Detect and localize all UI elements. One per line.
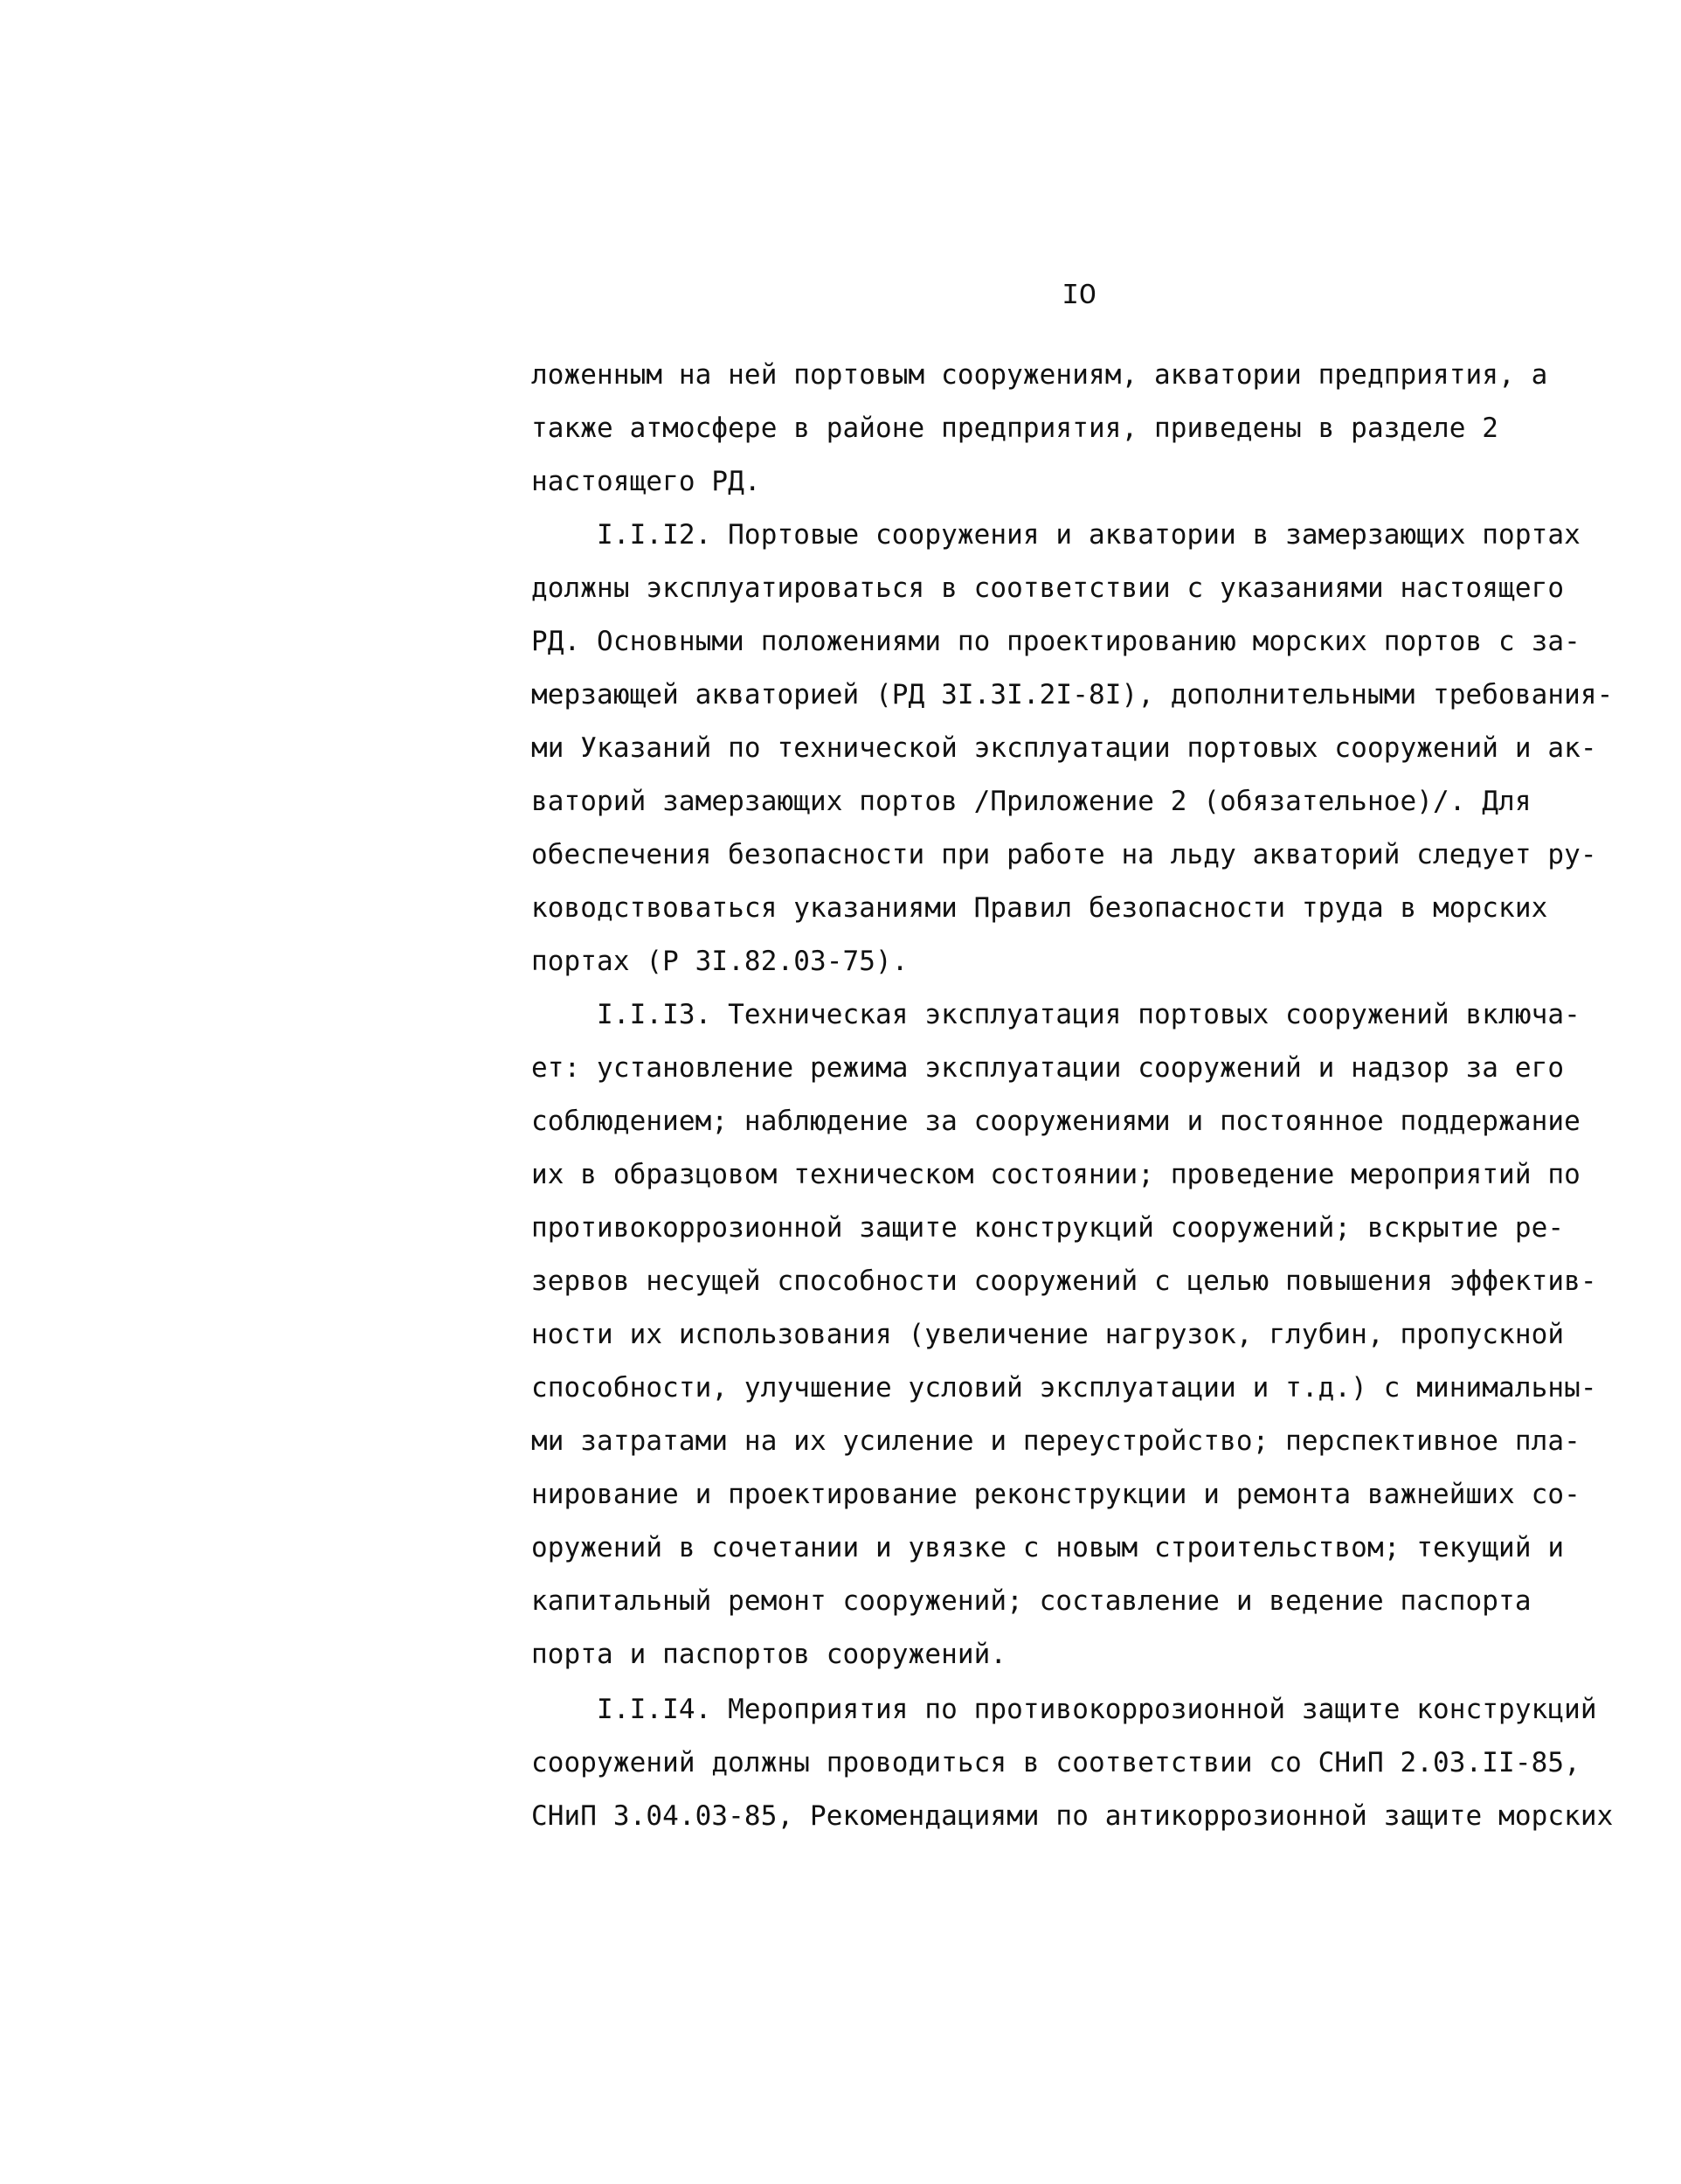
page-number: IO bbox=[1062, 280, 1096, 312]
text-line: сооружений должны проводиться в соответствии со СНиП 2.03.II-85, bbox=[531, 1747, 1581, 1778]
text-line: зервов несущей способности сооружений с целью повышения эффектив- bbox=[531, 1265, 1597, 1297]
text-line: РД. Основными положениями по проектированию морских портов с за- bbox=[531, 626, 1581, 657]
text-line: их в образцовом техническом состоянии; проведение мероприятий по bbox=[531, 1159, 1581, 1190]
text-line: мерзающей акваторией (РД 3I.3I.2I-8I), дополнительными требования- bbox=[531, 679, 1614, 711]
text-line: ми Указаний по технической эксплуатации портовых сооружений и ак- bbox=[531, 732, 1597, 764]
text-line: ложенным на ней портовым сооружениям, акватории предприятия, а bbox=[531, 359, 1548, 391]
text-line: обеспечения безопасности при работе на льду акваторий следует ру- bbox=[531, 839, 1597, 870]
text-line: способности, улучшение условий эксплуатации и т.д.) с минимальны- bbox=[531, 1372, 1597, 1404]
text-line: противокоррозионной защите конструкций сооружений; вскрытие ре- bbox=[531, 1212, 1565, 1244]
text-line: соблюдением; наблюдение за сооружениями и постоянное поддержание bbox=[531, 1106, 1581, 1137]
text-line: ности их использования (увеличение нагрузок, глубин, пропускной bbox=[531, 1319, 1565, 1350]
text-line: капитальный ремонт сооружений; составление и ведение паспорта bbox=[531, 1585, 1532, 1617]
text-line: также атмосфере в районе предприятия, приведены в разделе 2 bbox=[531, 413, 1499, 444]
text-line: ваторий замерзающих портов /Приложение 2 (обязательное)/. Для bbox=[531, 786, 1532, 817]
text-line: должны эксплуатироваться в соответствии с указаниями настоящего bbox=[531, 572, 1565, 604]
text-line: ководствоваться указаниями Правил безопасности труда в морских bbox=[531, 892, 1548, 924]
text-line: ми затратами на их усиление и переустройство; перспективное пла- bbox=[531, 1425, 1581, 1457]
text-line: I.I.I3. Техническая эксплуатация портовых сооружений включа- bbox=[531, 999, 1581, 1030]
text-line: I.I.I4. Мероприятия по противокоррозионной защите конструкций bbox=[531, 1694, 1597, 1725]
text-line: нирование и проектирование реконструкции и ремонта важнейших со- bbox=[531, 1479, 1581, 1510]
text-line: портах (Р 3I.82.03-75). bbox=[531, 946, 909, 977]
text-line: I.I.I2. Портовые сооружения и акватории в замерзающих портах bbox=[531, 519, 1581, 551]
text-line: ет: установление режима эксплуатации сооружений и надзор за его bbox=[531, 1052, 1565, 1084]
text-line: настоящего РД. bbox=[531, 466, 761, 497]
text-line: СНиП 3.04.03-85, Рекомендациями по антикоррозионной защите морских bbox=[531, 1800, 1614, 1832]
text-line: оружений в сочетании и увязке с новым строительством; текущий и bbox=[531, 1532, 1565, 1563]
text-line: порта и паспортов сооружений. bbox=[531, 1639, 1007, 1670]
